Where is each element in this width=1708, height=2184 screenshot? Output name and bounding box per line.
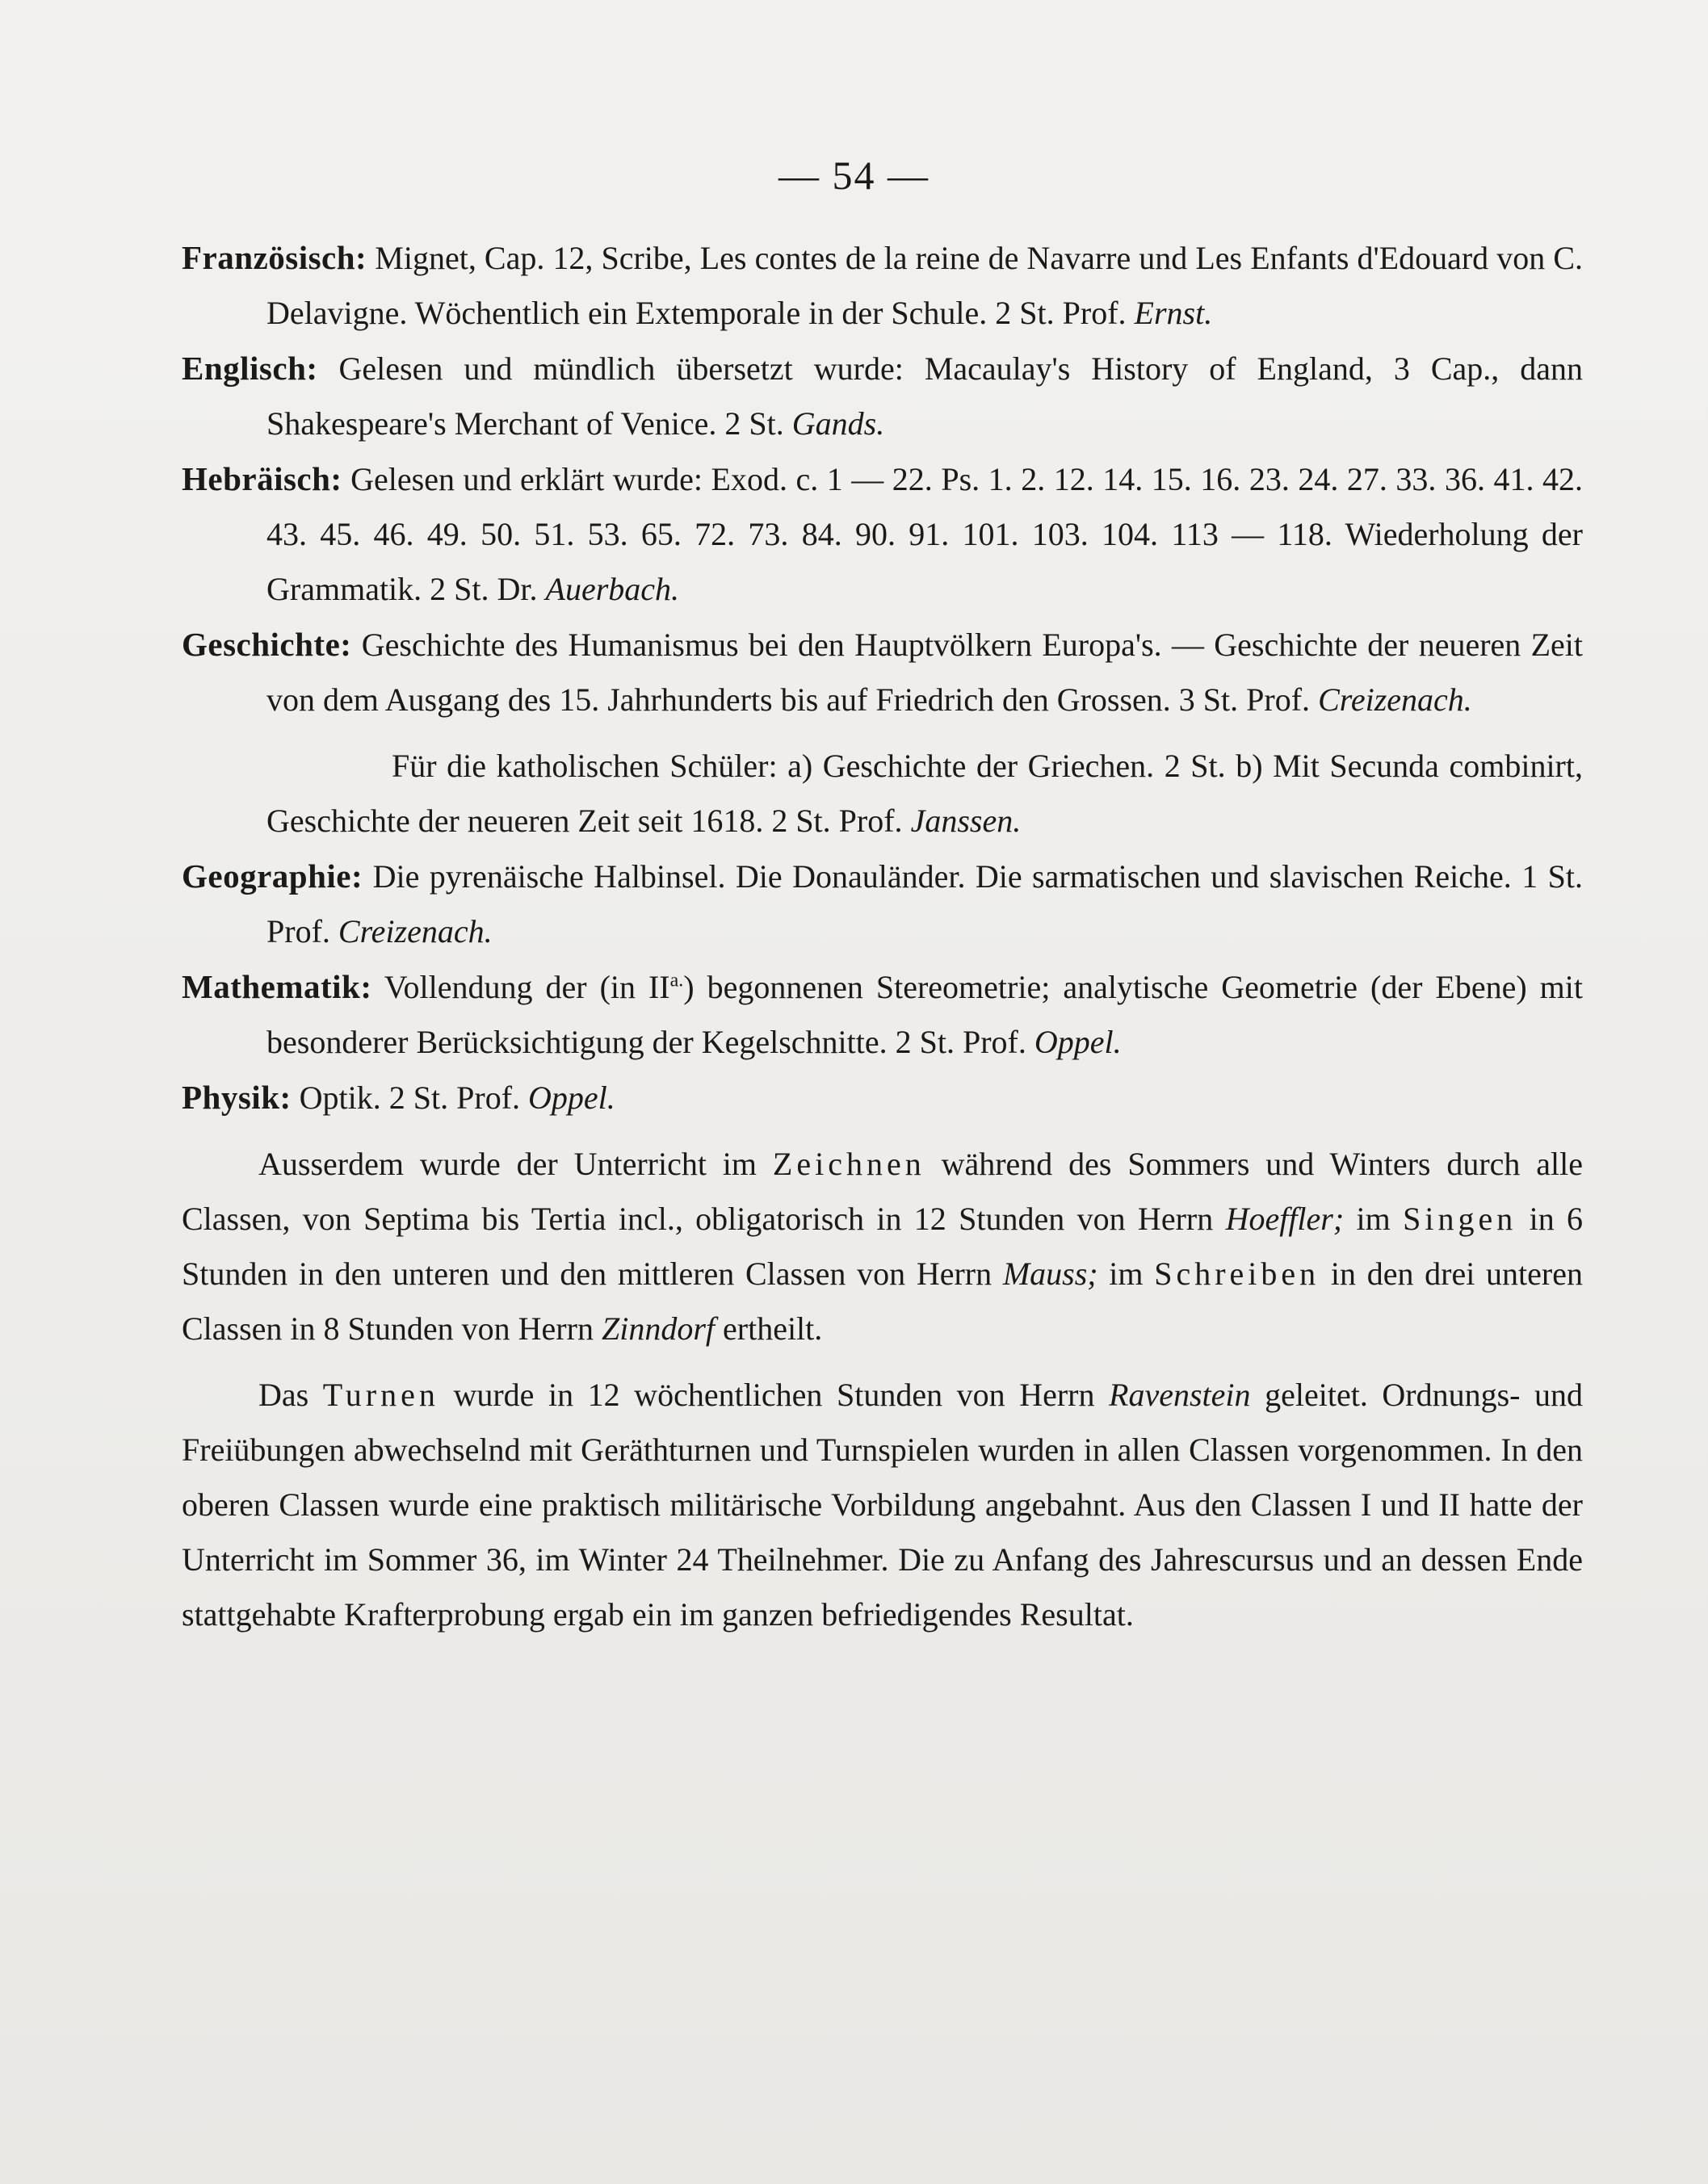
spaced-term: Schreiben — [1154, 1255, 1320, 1292]
section-label: Mathematik: — [182, 968, 372, 1005]
teacher-name: Creizenach. — [338, 913, 493, 949]
section-label: Geographie: — [182, 857, 363, 895]
section-text: Vollendung der (in II — [384, 969, 670, 1005]
section-label: Geschichte: — [182, 626, 352, 663]
section-englisch — [182, 341, 1583, 451]
text: in 6 Stunden in den unteren und den mittleren Classen von Herrn — [182, 1201, 1584, 1292]
teacher-name: Oppel. — [1034, 1024, 1122, 1060]
teacher-name: Janssen. — [910, 803, 1022, 839]
section-label: Physik: — [182, 1079, 292, 1116]
teacher-name: Ravenstein — [1109, 1377, 1251, 1413]
section-hebraeisch — [182, 451, 1583, 617]
section-text: Geschichte des Humanismus bei den Hauptvölkern Europa's. — Geschichte der neueren Zeit von dem Ausgang des 15. Jahrhunderts bis auf Friedrich den Grossen. 3 St. Prof. — [266, 627, 1583, 718]
text: Ausserdem wurde der Unterricht im — [258, 1146, 757, 1182]
section-label: Englisch: — [182, 350, 318, 387]
superscript: a. — [669, 970, 684, 991]
text: im — [1109, 1255, 1144, 1292]
section-mathematik — [182, 959, 1583, 1070]
section-text: Optik. 2 St. Prof. — [299, 1079, 521, 1116]
spaced-term: Zeichnen — [772, 1146, 925, 1182]
teacher-name: Ernst. — [1134, 295, 1213, 331]
section-physik — [182, 1070, 1583, 1126]
section-label: Hebräisch: — [182, 460, 342, 497]
paragraph-gymnastics — [182, 1368, 1583, 1642]
page-number: — 54 — — [778, 153, 930, 198]
section-text: Für die katholischen Schüler: a) Geschichte der Griechen. 2 St. b) Mit Secunda combinirt, Geschichte der neueren Zeit seit 1618. 2 St. Prof. — [266, 748, 1583, 839]
text: wurde in 12 wöchentlichen Stunden von Herrn — [453, 1377, 1095, 1413]
spaced-term: Singen — [1403, 1201, 1517, 1237]
section-geschichte — [182, 617, 1583, 727]
page-body — [182, 230, 1583, 1642]
text: Das — [258, 1377, 309, 1413]
teacher-name: Zinndorf — [601, 1310, 715, 1347]
teacher-name: Gands. — [791, 405, 885, 442]
section-label: Französisch: — [182, 239, 367, 276]
teacher-name: Creizenach. — [1318, 681, 1472, 718]
text: in den drei unteren Classen in 8 Stunden von Herrn — [182, 1255, 1583, 1347]
section-text: Mignet, Cap. 12, Scribe, Les contes de la reine de Navarre und Les Enfants d'Edouard von C. Delavigne. Wöchentlich ein Extemporale in der Schule. 2 St. Prof. — [266, 240, 1583, 331]
section-geographie — [182, 849, 1583, 959]
section-text: ) begonnenen Stereometrie; analytische Geometrie (der Ebene) mit besonderer Berücksichtigung der Kegelschnitte. 2 St. Prof. — [266, 969, 1584, 1060]
paragraph-extra-lessons — [182, 1137, 1583, 1356]
text: während des Sommers und Winters durch alle Classen, von Septima bis Tertia incl., obligatorisch in 12 Stunden von Herrn — [182, 1146, 1583, 1237]
spaced-term: Turnen — [322, 1377, 439, 1413]
section-text: Die pyrenäische Halbinsel. Die Donauländer. Die sarmatischen und slavischen Reiche. 1 St. Prof. — [266, 858, 1583, 949]
teacher-name: Hoeffler; — [1225, 1201, 1345, 1237]
text: im — [1356, 1201, 1391, 1237]
section-text: Gelesen und erklärt wurde: Exod. c. 1 — 22. Ps. 1. 2. 12. 14. 15. 16. 23. 24. 27. 33. 36. 41. 42. 43. 45. 46. 49. 50. 51. 53. 65. 72. 73. 84. 90. 91. 101. 103. 104. 113 — 118. Wiederholung der Grammatik. 2 St. Dr. — [266, 461, 1584, 607]
teacher-name: Mauss; — [1002, 1255, 1098, 1292]
section-text: Gelesen und mündlich übersetzt wurde: Macaulay's History of England, 3 Cap., dann Shakespeare's Merchant of Venice. 2 St. — [266, 350, 1583, 442]
text: ertheilt. — [723, 1310, 823, 1347]
teacher-name: Auerbach. — [545, 571, 680, 607]
section-geschichte-catholic — [182, 739, 1583, 849]
text: geleitet. Ordnungs- und Freiübungen abwechselnd mit Geräthturnen und Turnspielen wurden in allen Classen vorgenommen. In den oberen Classen wurde eine praktisch militärische Vorbildung angebahnt. Aus den Classen I und II hatte der Unterricht im Sommer 36, im Winter 24 Theilnehmer. Die zu Anfang des Jahrescursus und an dessen Ende stattgehabte Krafterprobung ergab ein im ganzen befriedigendes Resultat. — [182, 1377, 1584, 1633]
teacher-name: Oppel. — [528, 1079, 615, 1116]
section-franzoesisch — [182, 230, 1583, 341]
